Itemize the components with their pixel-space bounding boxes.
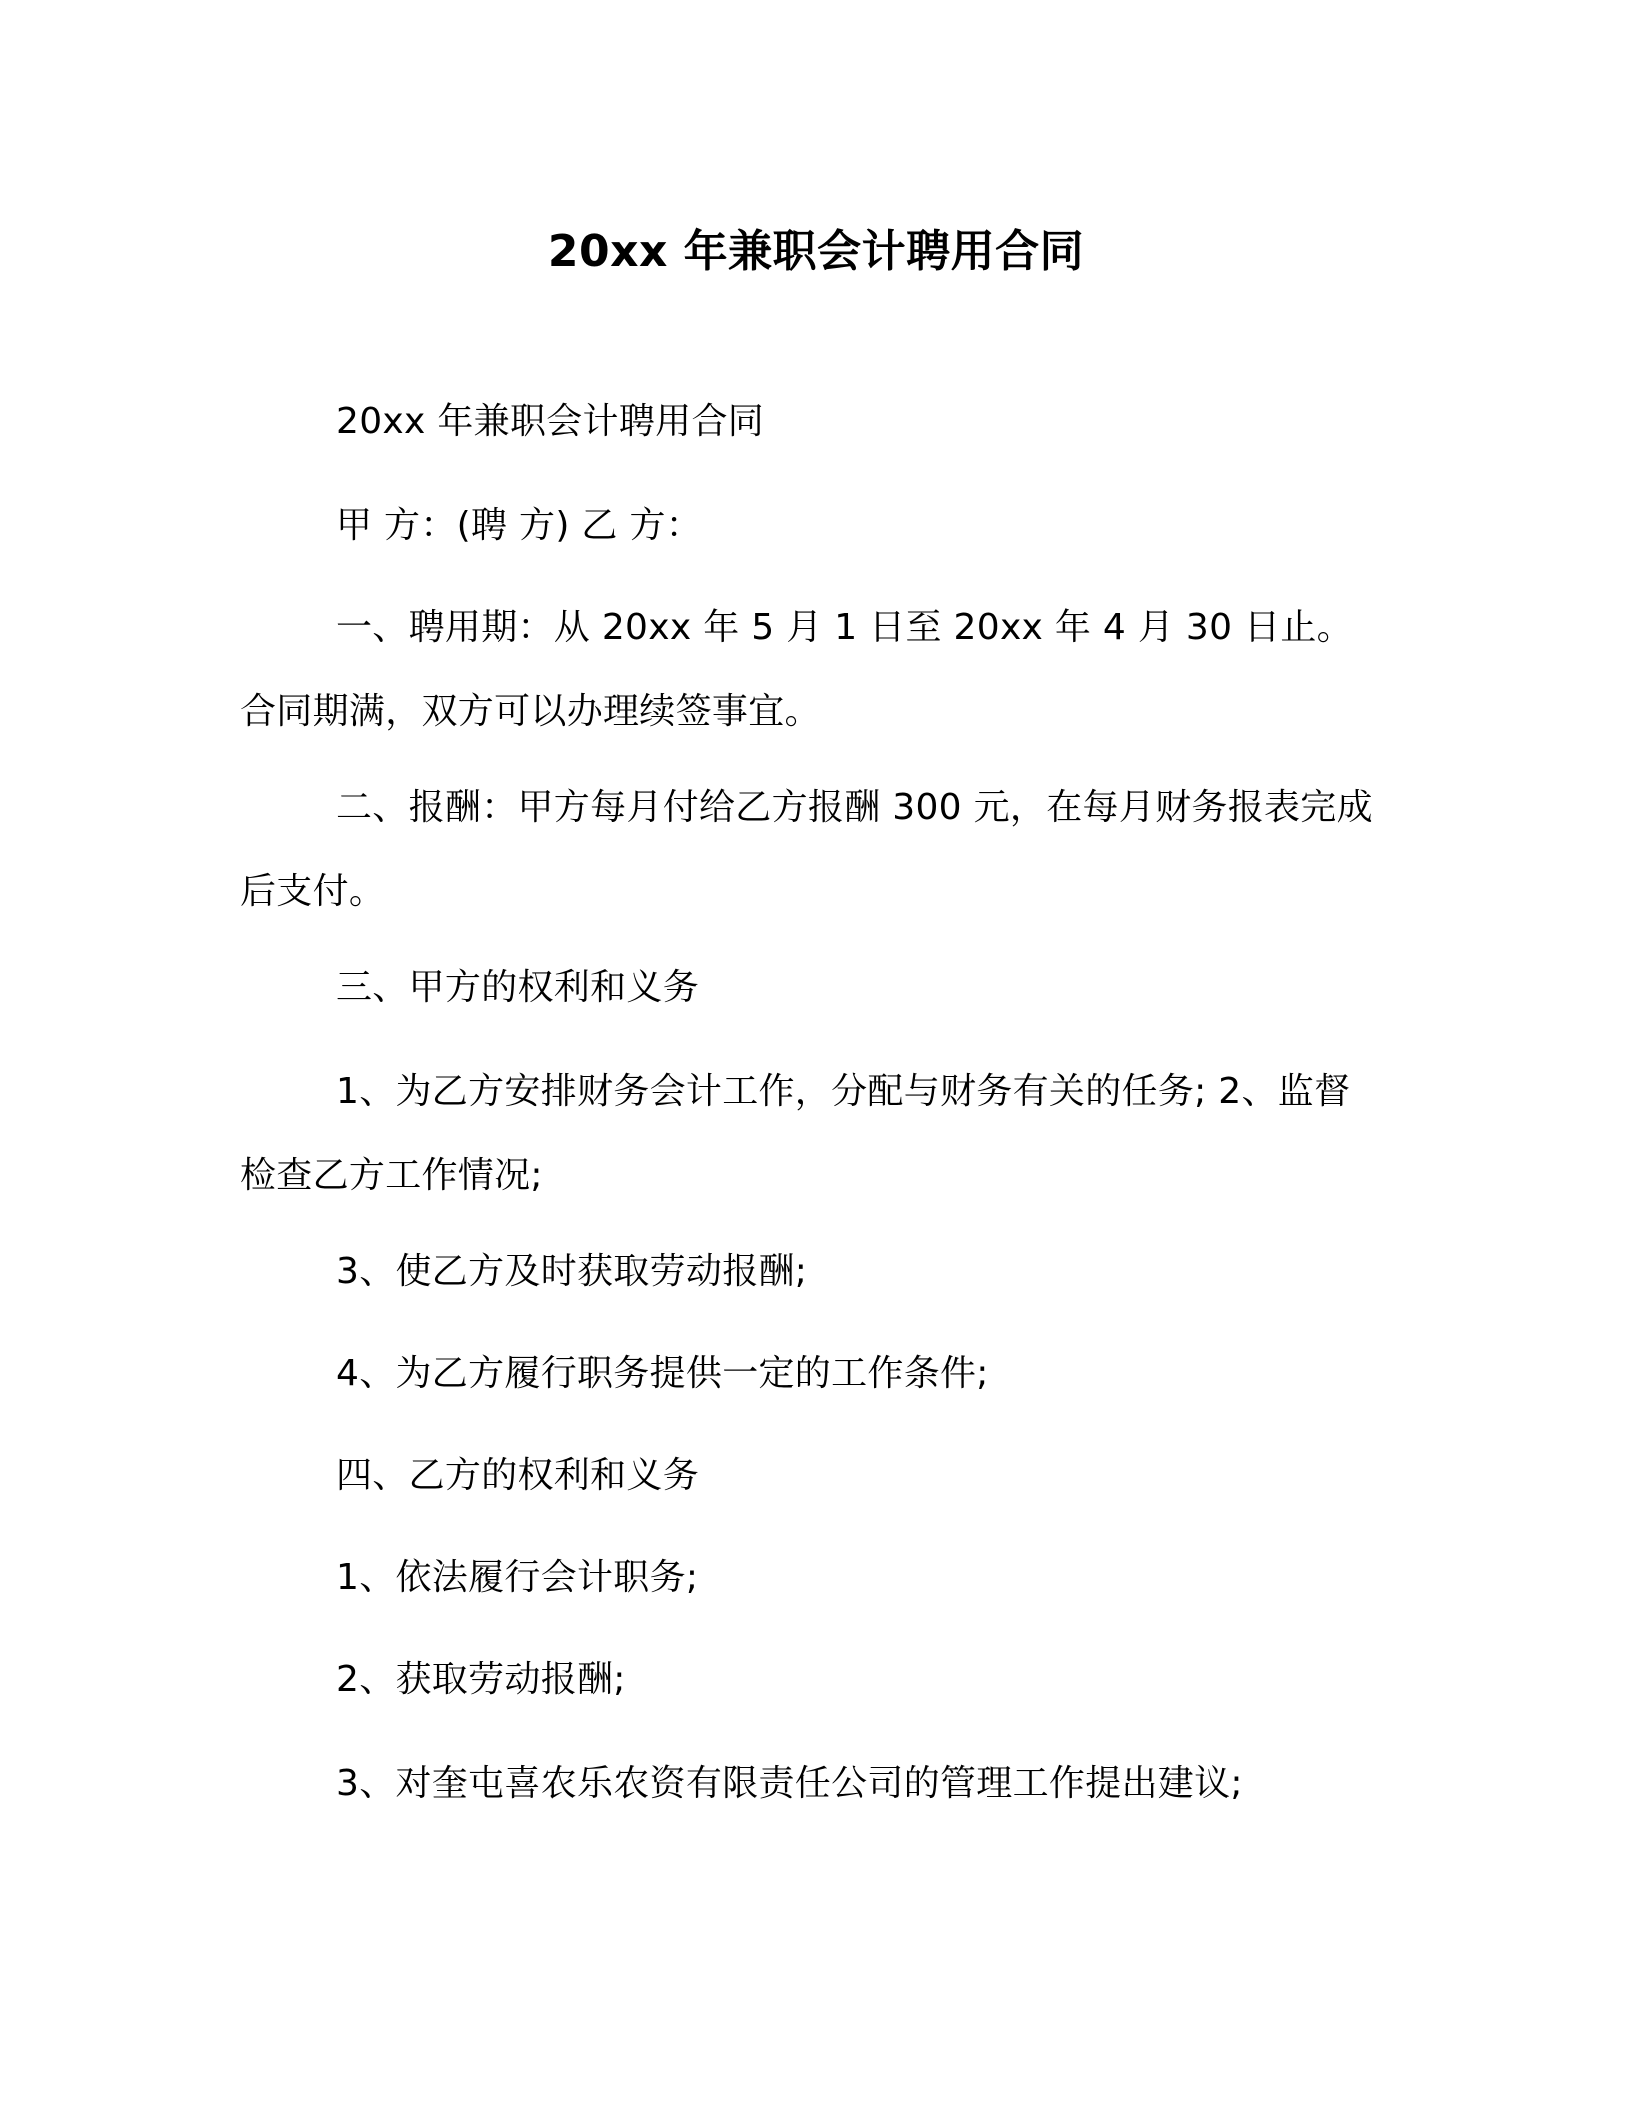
- paragraph-parties: 甲 方：(聘 方) 乙 方：: [336, 505, 703, 546]
- paragraph-party-a-duty-1-2: 1、为乙方安排财务会计工作，分配与财务有关的任务; 2、监督检查乙方工作情况;: [240, 1071, 1351, 1196]
- paragraph-term: 一、聘用期：从 20xx 年 5 月 1 日至 20xx 年 4 月 30 日止。合同期满，双方可以办理续签事宜。: [240, 607, 1353, 732]
- paragraph-party-a-duty-3: 3、使乙方及时获取劳动报酬;: [336, 1251, 808, 1292]
- paragraph-party-b-duty-2: 2、获取劳动报酬;: [336, 1659, 626, 1700]
- paragraph-party-a-heading: 三、甲方的权利和义务: [336, 967, 700, 1008]
- paragraph-party-b-heading: 四、乙方的权利和义务: [336, 1455, 700, 1496]
- document-title: 20xx 年兼职会计聘用合同: [547, 226, 1085, 277]
- paragraph-party-b-duty-1: 1、依法履行会计职务;: [336, 1557, 699, 1598]
- paragraph-party-a-duty-4: 4、为乙方履行职务提供一定的工作条件;: [336, 1353, 989, 1394]
- paragraph-salary: 二、报酬：甲方每月付给乙方报酬 300 元，在每月财务报表完成后支付。: [240, 787, 1373, 912]
- paragraph-party-b-duty-3: 3、对奎屯喜农乐农资有限责任公司的管理工作提出建议;: [336, 1763, 1243, 1804]
- paragraph-subtitle: 20xx 年兼职会计聘用合同: [336, 401, 765, 442]
